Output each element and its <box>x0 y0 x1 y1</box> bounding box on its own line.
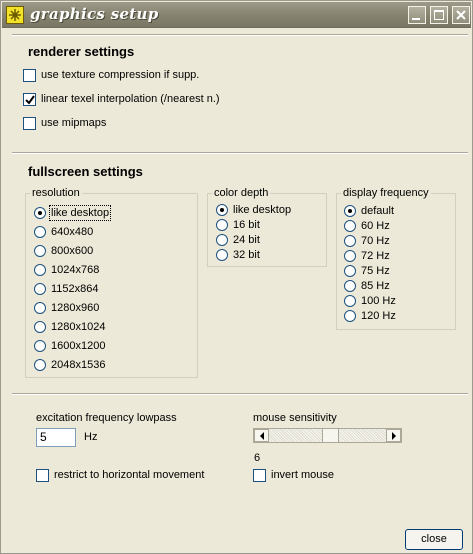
resolution-group: resolution like desktop 640x480 800x600 1024x768 1152x864 1280x960 1280x1024 1600x1200 2048x1536 <box>25 193 198 378</box>
checkmark-icon <box>25 95 35 105</box>
checkbox-label: invert mouse <box>271 469 334 481</box>
lowpass-unit: Hz <box>84 431 98 443</box>
close-window-button[interactable] <box>452 6 470 24</box>
window-title: graphics setup <box>30 5 159 23</box>
display-frequency-group: display frequency default 60 Hz 70 Hz 72 Hz 75 Hz 85 Hz 100 Hz 120 Hz <box>336 193 456 330</box>
renderer-settings-heading: renderer settings <box>28 44 135 59</box>
checkbox-label: restrict to horizontal movement <box>54 469 205 481</box>
arrow-right-icon <box>391 432 397 440</box>
divider <box>12 393 468 395</box>
arrow-left-icon <box>259 432 265 440</box>
title-bar[interactable] <box>2 2 471 28</box>
close-button[interactable]: close <box>405 529 463 550</box>
checkbox-label: linear texel interpolation (/nearest n.) <box>41 93 220 105</box>
maximize-icon <box>431 7 447 23</box>
color-depth-group-label: color depth <box>214 187 269 199</box>
color-depth-group: color depth like desktop 16 bit 24 bit 32 bit <box>207 193 327 267</box>
close-icon <box>453 7 469 23</box>
divider <box>12 34 468 36</box>
lowpass-input[interactable]: 5 <box>36 428 76 447</box>
slider-left-button[interactable] <box>254 429 269 442</box>
checkbox-label: use mipmaps <box>41 117 107 129</box>
mouse-sensitivity-label: mouse sensitivity <box>253 412 337 424</box>
slider-right-button[interactable] <box>386 429 401 442</box>
resolution-group-label: resolution <box>32 187 80 199</box>
divider <box>12 152 468 154</box>
mouse-sensitivity-value: 6 <box>254 452 261 464</box>
minimize-button[interactable] <box>408 6 426 24</box>
fullscreen-settings-heading: fullscreen settings <box>28 164 143 179</box>
maximize-button[interactable] <box>430 6 448 24</box>
mouse-sensitivity-slider[interactable] <box>253 428 402 443</box>
display-frequency-group-label: display frequency <box>343 187 429 199</box>
minimize-icon <box>409 7 425 23</box>
lowpass-label: excitation frequency lowpass <box>36 412 177 424</box>
slider-thumb[interactable] <box>322 428 339 443</box>
app-icon <box>6 6 24 24</box>
checkbox-label: use texture compression if supp. <box>41 69 200 81</box>
